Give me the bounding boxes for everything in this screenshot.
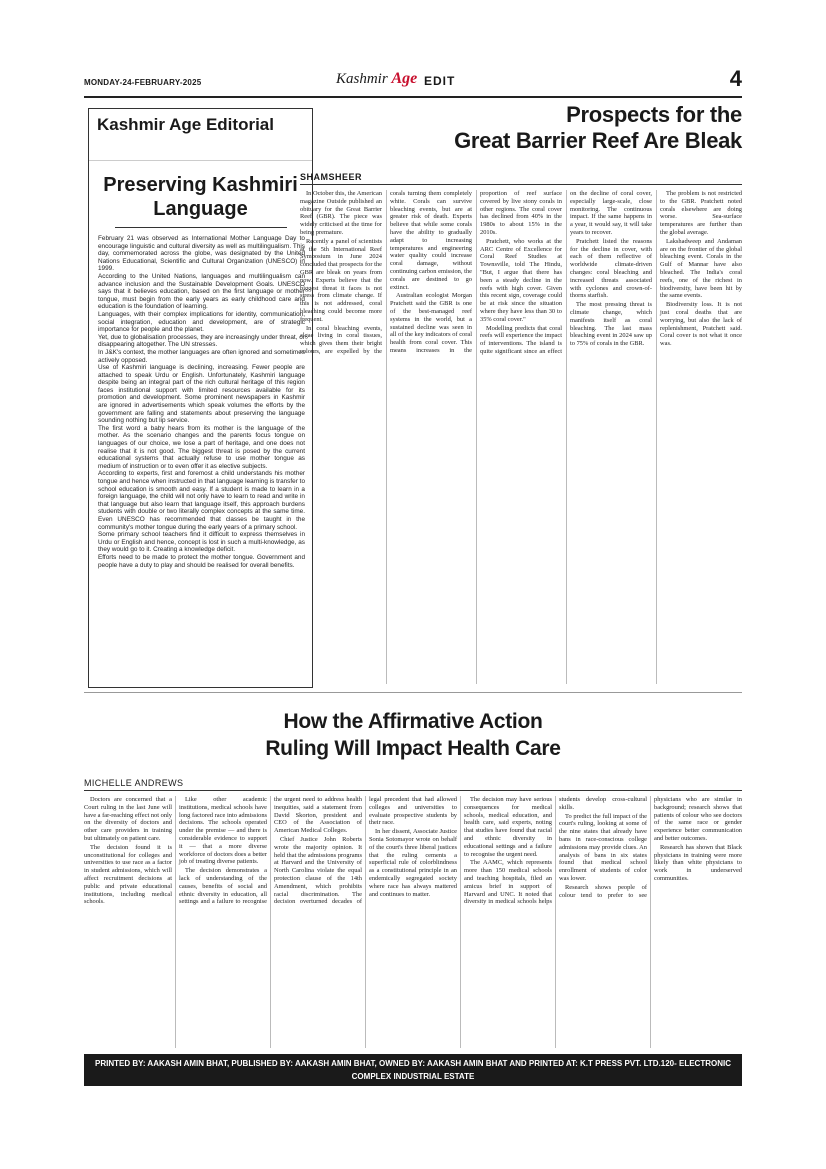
article2-rule (84, 790, 742, 791)
masthead-rule (84, 96, 742, 98)
article2-paragraph: The decision found it is unconstitutional for colleges and universities to use race as a factor in student admissions, which will affect recruitment decisions at public and private educational institutions, including medical schools. (84, 843, 172, 906)
article2-paragraph: The AAMC, which represents more than 150 medical schools and teaching hospitals, filed an amicus brief in support of Harvard and UNC. It noted that diversity in medical schools helps students develop cross-cultural skills. (464, 796, 647, 906)
article1-paragraph: In coral bleaching events, algae living in coral tissues, which gives them their bright colours, are expelled by the corals turning them completely white. Corals can survive bleaching events, but are at greater risk of death. Experts believe that while some corals have the ability to gradually adapt to increasing temperatures and engineering water quality could increase coral damage, without continuing carbon emission, the corals are destined to go extinct. (300, 190, 472, 355)
editorial-body (98, 235, 305, 683)
editorial-paragraph: Use of Kashmiri language is declining, increasing. Fewer people are attached to speak Urdu or English. Unfortunately, Kashmiri language despite being an integral part of the rich cultural heritage of this region faces institutional support with limited resources available for its promotion and development. Some prominent newspapers in Kashmir are ignored in advertisements which speak volumes the efforts by the government are falling and statements about preserving the language sounding nothing but lip service. (98, 364, 305, 425)
article1-paragraph: Pratchett listed the reasons for the decline in cover, with each of them reflective of worldwide climate-driven changes: coral bleaching and increased threats associated with cyclones and crown-of-thorns starfish. (570, 237, 652, 300)
article2-paragraph: The decision may have serious consequences for medical schools, medical education, and health care, said experts, noting that studies have found that racial and ethnic diversity in educational settings and a failure to recognise the urgent need. (464, 796, 552, 858)
article1-headline-line1: Prospects for the (566, 102, 742, 127)
editorial-paragraph: According to the United Nations, languages and multilingualism can advance inclusion and the Sustainable Development Goals. UNESCO says that it believes education, based on the first language or mother tongue, must begin from the early years as early childhood care and education is the foundation of learning. (98, 272, 305, 311)
article2-paragraph: Research shows people of colour tend to prefer to see physicians who are similar in background; research shows that patients of colour who see doctors of the same race or gender experience better communication and better outcomes. (559, 796, 742, 899)
article2-body (84, 796, 742, 1048)
article2-paragraph: To predict the full impact of the court's ruling, looking at some of the nine states that already have bans in race-conscious college admissions may provide clues. An analysis of bans in six states found that medical school enrollment of students of color was lower. (559, 812, 647, 882)
issue-date: MONDAY-24-FEBRUARY-2025 (84, 78, 202, 87)
article1-paragraph: Lakshadweep and Andaman are on the frontier of the global bleaching event. Corals in the Gulf of Mannar have also bleached. The India's coral reefs, one of the richest in biodiversity, have been hit by the same events. (660, 237, 742, 300)
editorial-paragraph: Languages, with their complex implications for identity, communication, social integration, education and development, are of strategic importance for people and the planet. (98, 310, 305, 334)
article1-headline-line2: Great Barrier Reef Are Bleak (454, 128, 742, 153)
article2-headline (84, 708, 742, 762)
imprint-line1: PRINTED BY: AAKASH AMIN BHAT, PUBLISHED BY: AAKASH AMIN BHAT, OWNED BY: AAKASH AMIN BHAT AND PRINTED AT: K.T PRESS PVT. LTD.120- ELECTRONIC COMPLEX INDUSTRIAL ESTATE (94, 1059, 731, 1081)
article1-paragraph: The most pressing threat is climate change, which manifests itself as coral bleaching. The last mass bleaching event in 2024 saw up to 75% of corals in the GBR. (570, 301, 652, 348)
logo-age: Age (391, 70, 418, 87)
article2-paragraph: Chief Justice John Roberts wrote the majority opinion. It held that the admissions programs at Harvard and the University of North Carolina violate the equal protection clause of the 14th Amendment, which prohibits racial discrimination. The decision overturned decades of legal precedent that had allowed colleges and universities to evaluate prospective students by their race. (274, 796, 457, 906)
masthead (84, 64, 742, 98)
article2-headline-line2: Ruling Will Impact Health Care (265, 737, 561, 760)
section-divider (84, 692, 742, 693)
editorial-title (89, 173, 312, 221)
article1-byline: SHAMSHEER (300, 172, 363, 182)
article1-paragraph: Recently a panel of scientists at the 5th International Reef Symposium in June 2024 concluded that prospects for the GBR are bleak on years from now. Experts believe that the biggest threat it faces is not stress from climate change. If this is not addressed, coral bleaching could become more frequent. (300, 237, 382, 323)
editorial-paragraph: February 21 was observed as International Mother Language Day to encourage linguistic and cultural diversity as well as multilingualism. This day, commemorated across the globe, was designated by the United Nations Educational, Scientific and Cultural Organization (UNESCO) in 1999. (98, 235, 305, 273)
imprint-footer (84, 1054, 742, 1094)
editorial-title-text: Preserving Kashmiri Language (103, 174, 298, 220)
article1-rule (300, 184, 742, 185)
page-number: 4 (729, 66, 742, 91)
editorial-paragraph: The first word a baby hears from its mother is the language of the mother. As the scenario changes and the parents focus tongue on languages of our choice, we lose a part of heritage, and one does not realise that it is not good. The biggest threat is posed by the current educational systems that actually refuse to use mother tongue as medium of instruction or to even offer it as elective subjects. (98, 424, 305, 470)
article2-paragraph: In her dissent, Associate Justice Sonia Sotomayor wrote on behalf of the court's three liberal justices that the ruling cements a superficial rule of colorblindness as a constitutional principle in an endemically segregated society where race has always mattered and continues to matter. (369, 828, 457, 898)
article2-paragraph: Like other academic institutions, medical schools have long factored race into admissions decisions. The schools operated under the premise — and there is considerable evidence to support it — that a more diverse workforce of doctors does a better job of treating diverse patients. (179, 796, 267, 866)
article1-paragraph: The problem is not restricted to the GBR. Pratchett noted corals elsewhere are doing worse. Sea-surface temperatures are further than the global average. (660, 190, 742, 236)
article1-paragraph: In October this, the American magazine Outside published an obituary for the Great Barrier Reef (GBR). The piece was widely criticised at the time for being premature. (300, 190, 382, 236)
article1-body (300, 190, 742, 684)
article2-paragraph: The decision demonstrates a lack of understanding of the causes, benefits of social and ethnic diversity in education, all settings and a failure to recognise the urgent need to address health inequities, said a statement from David Skorton, president and CEO of the Association of American Medical Colleges. (179, 796, 362, 906)
article1-paragraph: Pratchett, who works at the ARC Centre of Excellence for Coral Reef Studies at Townsville, told The Hindu, "But, I argue that there has been a steady decline in the reefs with high cover. Given this recent sign, coverage could be at risk since the situation where they have less than 30 to 35% coral cover." (480, 237, 562, 323)
article1-paragraph: Australian ecologist Morgan Pratchett said the GBR is one of the best-managed reef systems in the world, but a sustained decline was seen in all of the key indicators of coral health from coral cover. This means increases in the proportion of reef surface covered by live stony corals in other regions. The coral cover has declined from 40% in the 1980s to about 15% in the 2010s. (390, 190, 562, 354)
article1-headline (330, 102, 742, 154)
section-label: EDIT (424, 74, 456, 88)
article1-paragraph: Modelling predicts that coral reefs will experience the impact of interventions. The island is quite significant since an effect on the decline of coral cover, especially large-scale, close monitoring. The continuous impact. If the same happens in a year, it would say, it will take years to recover. (480, 190, 652, 355)
editorial-box (88, 108, 313, 688)
imprint-line2: RANGRETH BUDGAM, J&K. AND PUBLISHED AT: MEDIA ENCLAVE RESIDENCY ROAD SGR. 190001 J&K. EDITOR: AAKASH AMIN BHAT, JKENG/2006/23952 (116, 1085, 710, 1094)
article2-paragraph: Doctors are concerned that a Court ruling in the last June will have a far-reaching effect not only on the diversity of doctors and other care providers in training but ultimately on patient care. (84, 796, 172, 842)
article1-paragraph: Biodiversity loss. It is not just coral deaths that are worrying, but also the lack of replenishment, Pratchett said. Coral cover is not what it once was. (660, 301, 742, 348)
editorial-brand: Kashmir Age Editorial (89, 109, 312, 161)
editorial-paragraph: Some primary school teachers find it difficult to express themselves in Urdu or English and hence, concept is lost in such a multi-knowledge, as they would go to it. Creating a knowledge deficit. (98, 531, 305, 554)
editorial-paragraph: Efforts need to be made to protect the mother tongue. Government and people have a duty to play and should be realised for overall benefits. (98, 553, 305, 569)
article2-paragraph: Research has shown that Black physicians in training were more likely than white physicians to work in underserved communities. (654, 843, 742, 882)
newspaper-logo (336, 70, 417, 88)
editorial-rule (115, 227, 287, 228)
editorial-paragraph: According to experts, first and foremost a child understands his mother tongue and hence when instructed in that language learning is transfer to school education is smooth and easy. If a student is made to learn in a foreign language, the child will not only have to learn to read and write in that language but also learn that language itself, this approach burdens students with double or two literally complex concepts at the same time. Even UNESCO has recommended that classes be taught in the community's mother tongue during the early years of a primary school. (98, 470, 305, 531)
logo-prefix: Kashmir (336, 71, 392, 87)
editorial-paragraph: In J&K's context, the mother languages are often ignored and sometimes actively opposed. (98, 348, 305, 364)
article2-headline-line1: How the Affirmative Action (283, 710, 543, 733)
editorial-paragraph: Yet, due to globalisation processes, they are increasingly under threat, or disappearing altogether. The UN stresses. (98, 333, 305, 349)
article2-byline: MICHELLE ANDREWS (84, 778, 184, 788)
